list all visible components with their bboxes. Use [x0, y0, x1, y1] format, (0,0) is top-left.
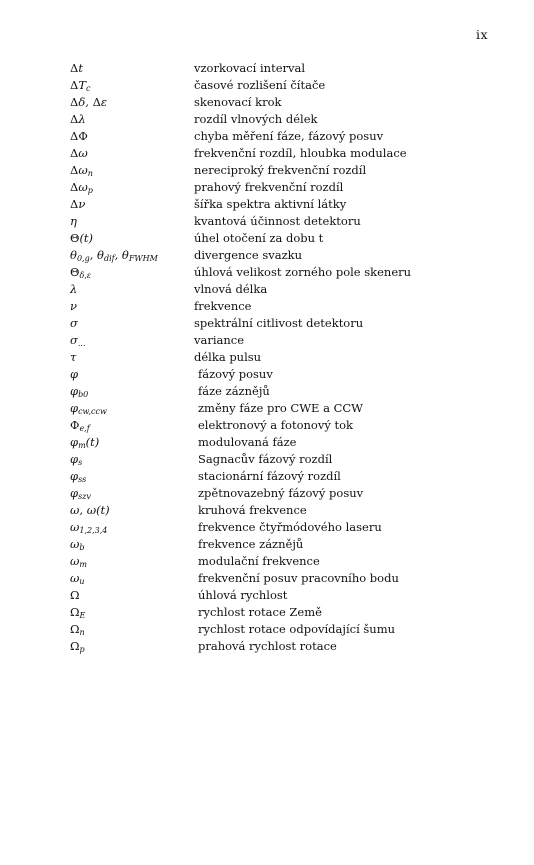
- symbol: Δν: [70, 197, 86, 211]
- list-item: [70, 502, 510, 519]
- description: rozdíl vlnových délek: [194, 112, 318, 126]
- description: úhlová rychlost: [198, 588, 288, 602]
- symbol: $\Delta\omega_n$: [70, 163, 93, 178]
- description: úhlová velikost zorného pole skeneru: [194, 265, 412, 279]
- list-item: [70, 400, 510, 417]
- description: frekvence čtyřmódového laseru: [198, 520, 382, 534]
- description: elektronový a fotonový tok: [198, 418, 354, 432]
- description: časové rozlišení čítače: [194, 78, 326, 92]
- symbol: $\varphi_{ss}$: [70, 469, 87, 484]
- symbol: $\sigma_{...}$: [70, 333, 86, 348]
- symbol: $\varphi_{cw,ccw}$: [70, 401, 107, 416]
- list-item: [70, 315, 510, 332]
- description: fáze záznějů: [198, 384, 270, 398]
- description: vlnová délka: [194, 282, 268, 296]
- list-item: [70, 281, 510, 298]
- description: zpětnovazebný fázový posuv: [198, 486, 364, 500]
- description: kvantová účinnost detektoru: [194, 214, 361, 228]
- symbol: $\omega_u$: [70, 571, 85, 586]
- symbol: $\omega_{1,2,3,4}$: [70, 520, 108, 535]
- list-item: [70, 128, 510, 145]
- symbol: $\varphi_{b0}$: [70, 384, 89, 399]
- description: změny fáze pro CWE a CCW: [198, 401, 363, 415]
- list-item: [70, 196, 510, 213]
- symbol: ν: [70, 299, 77, 313]
- description: rychlost rotace Země: [198, 605, 322, 619]
- symbol: $\Delta\omega_p$: [70, 180, 93, 195]
- symbol: ΔΦ: [70, 129, 88, 143]
- symbol: Θ(t): [70, 231, 94, 245]
- symbol: τ: [70, 350, 77, 364]
- symbol: λ: [70, 282, 78, 296]
- list-item: [70, 111, 510, 128]
- list-item: [70, 570, 510, 587]
- list-item: [70, 162, 510, 179]
- description: modulovaná fáze: [198, 435, 297, 449]
- symbol: Δλ: [70, 112, 86, 126]
- symbol-list: [70, 60, 510, 655]
- description: fázový posuv: [198, 367, 273, 381]
- symbol: $\varphi_m(t)$: [70, 435, 100, 450]
- description: stacionární fázový rozdíl: [198, 469, 341, 483]
- list-item: [70, 349, 510, 366]
- symbol: $\varphi_{szv}$: [70, 486, 91, 501]
- description: modulační frekvence: [198, 554, 320, 568]
- list-item: [70, 587, 510, 604]
- list-item: [70, 213, 510, 230]
- list-item: [70, 77, 510, 94]
- list-item: [70, 247, 510, 264]
- description: prahový frekvenční rozdíl: [194, 180, 344, 194]
- description: chyba měření fáze, fázový posuv: [194, 129, 384, 143]
- list-item: [70, 451, 510, 468]
- symbol: $\omega_m$: [70, 554, 87, 569]
- description: rychlost rotace odpovídající šumu: [198, 622, 396, 636]
- symbol: η: [70, 214, 77, 228]
- description: nereciproký frekvenční rozdíl: [194, 163, 367, 177]
- description: Sagnacův fázový rozdíl: [198, 452, 333, 466]
- description: úhel otočení za dobu t: [194, 231, 324, 245]
- symbol: σ: [70, 316, 78, 330]
- symbol: $\theta_{0,g}$, $\theta_{dif}$, $\theta_{FWHM}$: [70, 248, 158, 263]
- list-item: [70, 604, 510, 621]
- symbol: Ω: [70, 588, 80, 602]
- symbol: $\varphi_s$: [70, 452, 83, 467]
- description: variance: [194, 333, 245, 347]
- list-item: [70, 553, 510, 570]
- description: frekvenční posuv pracovního bodu: [198, 571, 399, 585]
- description: skenovací krok: [194, 95, 282, 109]
- list-item: [70, 638, 510, 655]
- description: frekvence záznějů: [198, 537, 304, 551]
- list-item: [70, 264, 510, 281]
- list-item: [70, 230, 510, 247]
- list-item: [70, 468, 510, 485]
- description: spektrální citlivost detektoru: [194, 316, 364, 330]
- description: divergence svazku: [194, 248, 303, 262]
- list-item: [70, 485, 510, 502]
- list-item: [70, 519, 510, 536]
- list-item: [70, 145, 510, 162]
- list-item: [70, 60, 510, 77]
- description: šířka spektra aktivní látky: [194, 197, 347, 211]
- list-item: [70, 94, 510, 111]
- symbol: Δω: [70, 146, 88, 160]
- symbol: φ: [70, 367, 79, 381]
- description: kruhová frekvence: [198, 503, 307, 517]
- symbol: $\Delta T_c$: [70, 78, 91, 93]
- list-item: [70, 332, 510, 349]
- list-item: [70, 366, 510, 383]
- description: frekvence: [194, 299, 252, 313]
- list-item: [70, 383, 510, 400]
- description: vzorkovací interval: [194, 61, 306, 75]
- list-item: [70, 621, 510, 638]
- list-item: [70, 434, 510, 451]
- symbol: $\Omega_E$: [70, 605, 86, 620]
- description: frekvenční rozdíl, hloubka modulace: [194, 146, 407, 160]
- symbol: $\Omega_n$: [70, 622, 85, 637]
- symbol: $\Omega_p$: [70, 639, 85, 654]
- symbol: Δδ, Δε: [70, 95, 108, 109]
- description: prahová rychlost rotace: [198, 639, 337, 653]
- symbol: $\Phi_{e,f}$: [70, 418, 90, 433]
- symbol: $\Theta_{\delta,\varepsilon}$: [70, 265, 92, 280]
- list-item: [70, 179, 510, 196]
- list-item: [70, 536, 510, 553]
- symbol: ω, ω(t): [70, 503, 110, 517]
- description: délka pulsu: [194, 350, 262, 364]
- page-number: ix: [476, 27, 489, 42]
- symbol: Δt: [70, 61, 83, 75]
- list-item: [70, 417, 510, 434]
- list-item: [70, 298, 510, 315]
- symbol: $\omega_b$: [70, 537, 85, 552]
